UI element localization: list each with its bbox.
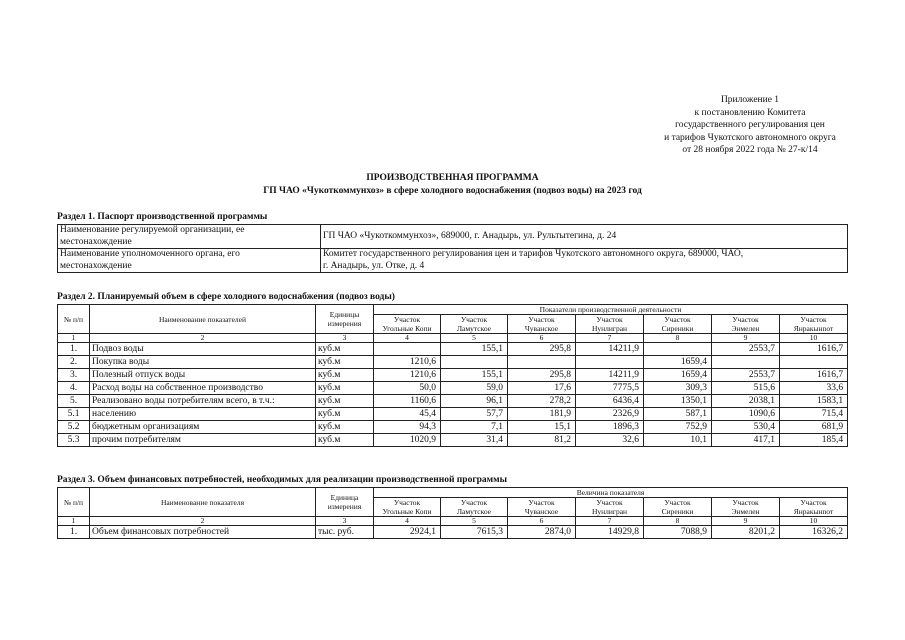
site-header-label: Участок [712,315,780,325]
passport-value: ГП ЧАО «Чукоткоммунхоз», 689000, г. Анадырь, ул. Рультытегина, д. 24 [321,225,848,249]
row-number: 1. [58,343,90,356]
value-cell: 1160,6 [374,395,441,408]
section1-heading: Раздел 1. Паспорт производственной программы [57,212,268,222]
site-header-name: Угольные Копи [374,507,441,517]
row-unit: куб.м [316,343,374,356]
site-header-label: Участок [712,498,780,508]
index-cell: 9 [712,517,780,526]
row-name: Подвоз воды [90,343,316,356]
site-header-name: Энмелен [712,507,780,517]
value-cell: 7,1 [441,421,508,434]
appendix-line: и тарифов Чукотского автономного округа [664,132,836,143]
production-volume-table [57,304,848,447]
value-cell: 59,0 [441,382,508,395]
value-cell: 185,4 [780,434,848,447]
index-row [58,517,848,526]
value-cell: 1020,9 [374,434,441,447]
passport-label: Наименование уполномоченного органа, его местонахождение [58,249,321,273]
col-unit-header: Единицы измерения [316,305,374,334]
value-cell: 181,9 [508,408,576,421]
value-cell: 94,3 [374,421,441,434]
index-cell: 4 [374,517,441,526]
site-header-name: Ламутское [441,507,508,517]
index-cell: 3 [316,334,374,343]
table-row [58,356,848,369]
value-cell: 1350,1 [644,395,712,408]
index-cell: 3 [316,517,374,526]
document-title [0,172,905,198]
value-cell [712,356,780,369]
table-row [58,421,848,434]
value-cell: 1616,7 [780,343,848,356]
value-cell: 715,4 [780,408,848,421]
site-header-label: Участок [644,315,712,325]
value-cell: 57,7 [441,408,508,421]
site-header-name: Чуванское [508,507,576,517]
value-cell: 15,1 [508,421,576,434]
header-row [58,488,848,498]
value-cell: 752,9 [644,421,712,434]
site-header-label: Участок [441,498,508,508]
row-number: 3. [58,369,90,382]
value-cell: 50,0 [374,382,441,395]
index-cell: 5 [441,334,508,343]
col-no-header: № п/п [58,488,90,517]
site-header-label: Участок [780,315,848,325]
site-header-name: Энмелен [712,324,780,334]
value-cell: 1210,6 [374,369,441,382]
site-header-name: Ламутское [441,324,508,334]
site-header-name: Чуванское [508,324,576,334]
value-cell: 45,4 [374,408,441,421]
title-main: ПРОИЗВОДСТВЕННАЯ ПРОГРАММА [366,173,539,183]
index-cell: 5 [441,517,508,526]
value-cell: 7088,9 [644,526,712,539]
value-cell: 2924,1 [374,526,441,539]
site-header-label: Участок [576,315,644,325]
value-cell: 309,3 [644,382,712,395]
passport-label: Наименование регулируемой организации, ее местонахождение [58,225,321,249]
value-cell [780,356,848,369]
index-cell: 8 [644,334,712,343]
table-row [58,369,848,382]
index-cell: 4 [374,334,441,343]
value-cell: 2553,7 [712,343,780,356]
row-name: населению [90,408,316,421]
appendix-line: от 28 ноября 2022 года № 27-к/14 [682,145,818,156]
col-name-header: Наименование показателей [90,305,316,334]
row-unit: куб.м [316,395,374,408]
value-cell: 155,1 [441,343,508,356]
row-name: Расход воды на собственное производство [90,382,316,395]
value-cell: 14211,9 [576,369,644,382]
table-row [58,408,848,421]
value-cell: 14211,9 [576,343,644,356]
value-cell: 81,2 [508,434,576,447]
site-header-name: Янракынnот [780,324,848,334]
value-cell: 681,9 [780,421,848,434]
col-no-header: № п/п [58,305,90,334]
value-cell [576,356,644,369]
index-cell: 1 [58,334,90,343]
value-cell [374,343,441,356]
index-cell: 2 [90,334,316,343]
passport-row [58,225,848,249]
index-cell: 2 [90,517,316,526]
value-cell: 8201,2 [712,526,780,539]
group-header: Величина показателя [374,488,848,498]
value-cell: 7775,5 [576,382,644,395]
table-row [58,434,848,447]
row-number: 1. [58,526,90,539]
row-name: Полезный отпуск воды [90,369,316,382]
value-cell [508,356,576,369]
row-number: 5.1 [58,408,90,421]
col-unit-header: Единица измерения [316,488,374,517]
value-cell: 10,1 [644,434,712,447]
value-cell: 515,6 [712,382,780,395]
row-unit: куб.м [316,421,374,434]
index-cell: 8 [644,517,712,526]
table-row [58,343,848,356]
value-cell: 16326,2 [780,526,848,539]
row-number: 5.3 [58,434,90,447]
value-cell: 6436,4 [576,395,644,408]
value-cell: 155,1 [441,369,508,382]
value-cell: 587,1 [644,408,712,421]
value-cell: 1659,4 [644,356,712,369]
row-number: 4. [58,382,90,395]
index-cell: 9 [712,334,780,343]
value-cell: 2553,7 [712,369,780,382]
value-cell: 7615,3 [441,526,508,539]
value-cell: 1896,3 [576,421,644,434]
financial-needs-table [57,487,848,539]
table-row [58,526,848,539]
site-header-label: Участок [780,498,848,508]
section2-heading: Раздел 2. Планируемый объем в сфере холодного водоснабжения (подвоз воды) [57,292,395,302]
index-cell: 6 [508,517,576,526]
value-cell [644,343,712,356]
index-row [58,334,848,343]
passport-table [57,224,848,273]
passport-value: Комитет государственного регулирования цен и тарифов Чукотского автономного округа, 689000, ЧАО, г. Анадырь, ул. Отке, д. 4 [321,249,848,273]
site-header-name: Сиреники [644,507,712,517]
value-cell: 33,6 [780,382,848,395]
col-name-header: Наименование показателя [90,488,316,517]
site-header-name: Нунлигран [576,507,644,517]
section3-heading: Раздел 3. Объем финансовых потребностей, необходимых для реализации производственной программы [57,475,508,485]
value-cell: 278,2 [508,395,576,408]
row-name: прочим потребителям [90,434,316,447]
value-cell: 295,8 [508,343,576,356]
appendix-block [600,94,900,157]
appendix-line: государственного регулирования цен [675,120,825,131]
row-unit: тыс. руб. [316,526,374,539]
index-cell: 7 [576,334,644,343]
site-header-label: Участок [374,315,441,325]
row-name: Покупка воды [90,356,316,369]
site-header-name: Янракынnот [780,507,848,517]
value-cell: 2326,9 [576,408,644,421]
index-cell: 1 [58,517,90,526]
site-header-name: Нунлигран [576,324,644,334]
row-number: 5. [58,395,90,408]
value-cell: 1659,4 [644,369,712,382]
value-cell: 530,4 [712,421,780,434]
value-cell: 31,4 [441,434,508,447]
site-header-label: Участок [374,498,441,508]
row-unit: куб.м [316,369,374,382]
title-sub: ГП ЧАО «Чукоткоммунхоз» в сфере холодного водоснабжения (подвоз воды) на 2023 год [263,186,642,196]
site-header-label: Участок [576,498,644,508]
site-header-label: Участок [508,315,576,325]
value-cell: 1583,1 [780,395,848,408]
group-header: Показатели производственной деятельности [374,305,848,315]
row-name: Объем финансовых потребностей [90,526,316,539]
index-cell: 6 [508,334,576,343]
site-header-label: Участок [508,498,576,508]
index-cell: 10 [780,517,848,526]
value-cell: 417,1 [712,434,780,447]
value-cell: 96,1 [441,395,508,408]
value-cell: 32,6 [576,434,644,447]
row-unit: куб.м [316,408,374,421]
row-number: 5.2 [58,421,90,434]
value-cell: 14929,8 [576,526,644,539]
value-cell: 2874,0 [508,526,576,539]
site-header-name: Сиреники [644,324,712,334]
value-cell: 17,6 [508,382,576,395]
value-cell: 1616,7 [780,369,848,382]
value-cell [441,356,508,369]
appendix-line: к постановлению Комитета [694,107,806,118]
passport-row [58,249,848,273]
index-cell: 7 [576,517,644,526]
table-row [58,395,848,408]
row-name: Реализовано воды потребителям всего, в т.ч.: [90,395,316,408]
header-row [58,305,848,315]
site-header-label: Участок [441,315,508,325]
appendix-line: Приложение 1 [720,95,780,105]
table-row [58,382,848,395]
row-unit: куб.м [316,356,374,369]
row-unit: куб.м [316,434,374,447]
row-number: 2. [58,356,90,369]
site-header-name: Угольные Копи [374,324,441,334]
value-cell: 2038,1 [712,395,780,408]
value-cell: 1090,6 [712,408,780,421]
site-header-label: Участок [644,498,712,508]
value-cell: 1210,6 [374,356,441,369]
row-name: бюджетным организациям [90,421,316,434]
index-cell: 10 [780,334,848,343]
value-cell: 295,8 [508,369,576,382]
row-unit: куб.м [316,382,374,395]
